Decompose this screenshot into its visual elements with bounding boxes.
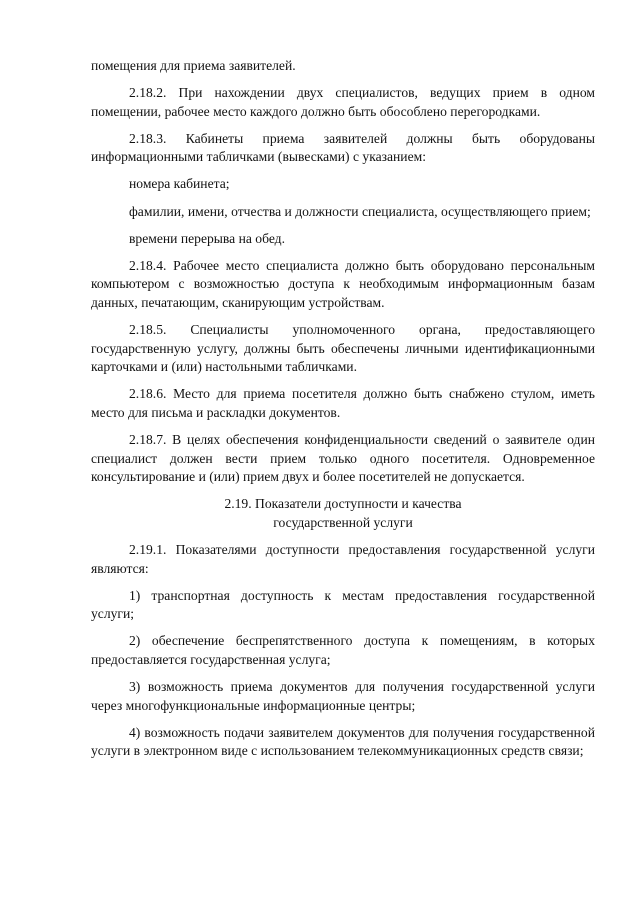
paragraph-2-18-7: 2.18.7. В целях обеспечения конфиденциальности сведений о заявителе один специалист должен вести прием только одного посетителя. Одновременное консультирование и (или) прием двух и более посетителей не допускается. (91, 432, 595, 485)
document-body (91, 57, 595, 769)
list-item-lunch-break: времени перерыва на обед. (129, 230, 285, 246)
list-item-4: 4) возможность подачи заявителем документов для получения государственной услуги в электронном виде с использованием телекоммуникационных средств связи; (91, 724, 595, 759)
list-item-specialist-name: фамилии, имени, отчества и должности специалиста, осуществляющего прием; (129, 203, 591, 219)
paragraph-2-18-5: 2.18.5. Специалисты уполномоченного органа, предоставляющего государственную услугу, должны быть обеспечены личными идентификационными карточками и (или) настольными табличками. (91, 322, 595, 375)
section-heading-2-19 (91, 495, 595, 532)
list-item-2: 2) обеспечение беспрепятственного доступа к помещениям, в которых предоставляется государственная услуга; (91, 633, 595, 667)
list-item-3: 3) возможность приема документов для получения государственной услуги через многофункциональные информационные центры; (91, 679, 595, 713)
list-item-1: 1) транспортная доступность к местам предоставления государственной услуги; (91, 587, 595, 622)
paragraph-2-18-2: 2.18.2. При нахождении двух специалистов, ведущих прием в одном помещении, рабочее место каждого должно быть обособлено перегородками. (91, 85, 595, 119)
section-heading-line-2: государственной услуги (273, 514, 413, 530)
list-item-room-number: номера кабинета; (129, 176, 230, 192)
paragraph-2-18-4: 2.18.4. Рабочее место специалиста должно быть оборудовано персональным компьютером с возможностью доступа к необходимым информационным базам данных, печатающим, сканирующим устройствам. (91, 257, 595, 310)
section-heading-line-1: 2.19. Показатели доступности и качества (224, 496, 462, 512)
paragraph-2-18-3: 2.18.3. Кабинеты приема заявителей должны быть оборудованы информационными табличками (вывесками) с указанием: (91, 130, 595, 165)
paragraph-2-18-6: 2.18.6. Место для приема посетителя должно быть снабжено стулом, иметь место для письма и раскладки документов. (91, 386, 595, 420)
paragraph-continuation: помещения для приема заявителей. (91, 58, 296, 73)
paragraph-2-19-1: 2.19.1. Показателями доступности предоставления государственной услуги являются: (91, 541, 595, 576)
